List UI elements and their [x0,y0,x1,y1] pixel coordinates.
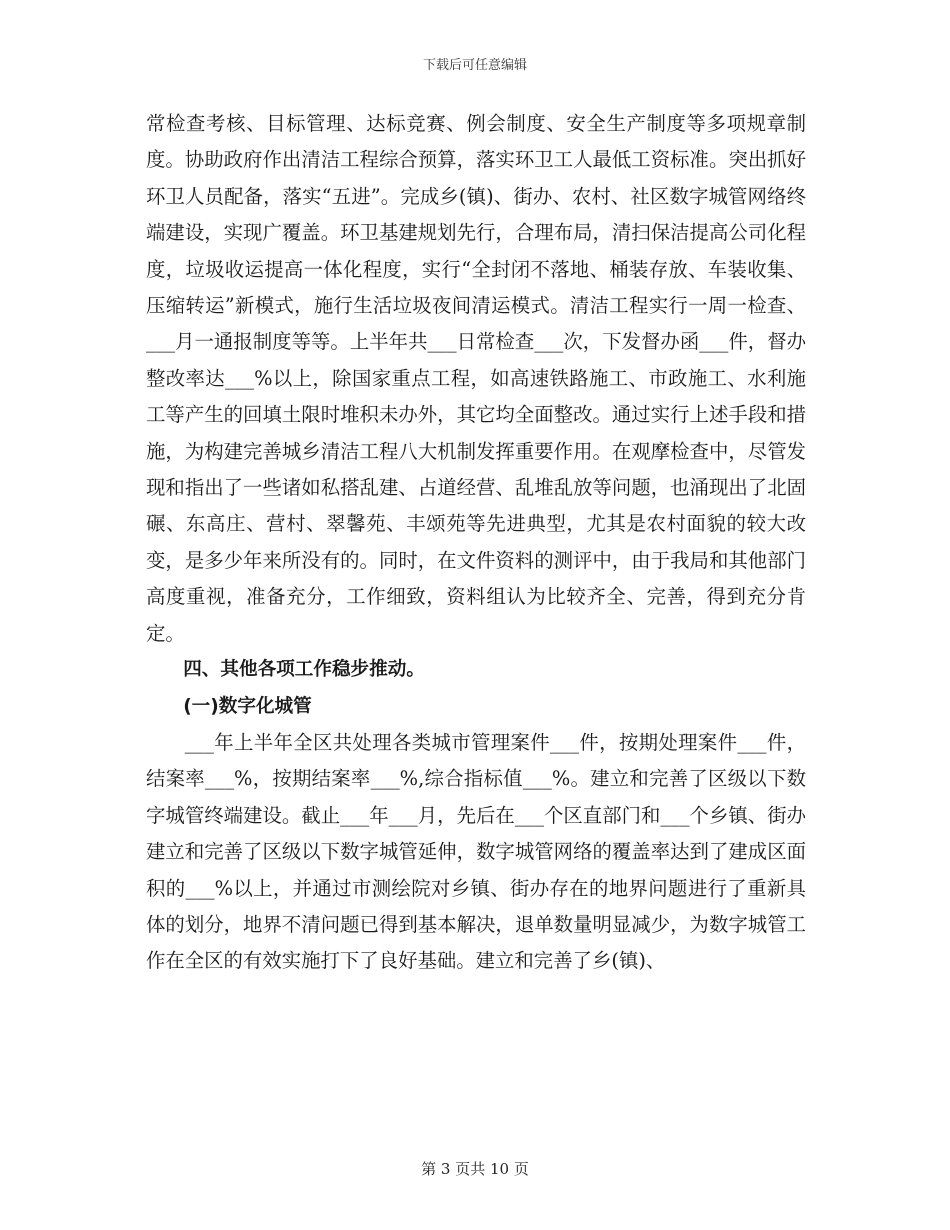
page-number: 第 3 页共 10 页 [421,1160,529,1178]
subsection-heading: (一)数字化城管 [183,695,312,717]
document-body [146,106,806,980]
section-heading: 四、其他各项工作稳步推动。 [183,659,425,681]
page-header: 下载后可任意编辑 [422,58,527,73]
body-paragraph: ___年上半年全区共处理各类城市管理案件___件，按期处理案件___件，结案率___%，按期结案率___%,综合指标值___%。建立和完善了区级以下数字城管终端建设。截止___年___月，先后在___个区直部门和___个乡镇、街办建立和完善了区级以下数字城管延伸，数字城管网络的覆盖率达到了建成区面积的___%以上，并通过市测绘院对乡镇、街办存在的地界问题进行了重新具体的划分，地界不清问题已得到基本解决，退单数量明显减少，为数字城管工作在全区的有效实施打下了良好基础。建立和完善了乡(镇)、 [146,730,806,973]
body-paragraph-continued: 常检查考核、目标管理、达标竞赛、例会制度、安全生产制度等多项规章制度。协助政府作出清洁工程综合预算，落实环卫工人最低工资标准。突出抓好环卫人员配备，落实“五进”。完成乡(镇)、街办、农村、社区数字城管网络终端建设，实现广覆盖。环卫基建规划先行，合理布局，清扫保洁提高公司化程度，垃圾收运提高一体化程度，实行“全封闭不落地、桶装存放、车装收集、压缩转运”新模式，施行生活垃圾夜间清运模式。清洁工程实行一周一检查、___月一通报制度等等。上半年共___日常检查___次，下发督办函___件，督办整改率达___%以上，除国家重点工程，如高速铁路施工、市政施工、水利施工等产生的回填土限时堆积未办外，其它均全面整改。通过实行上述手段和措施，为构建完善城乡清洁工程八大机制发挥重要作用。在观摩检查中，尽管发现和指出了一些诸如私搭乱建、占道经营、乱堆乱放等问题，也涌现出了北固碾、东高庄、营村、翠馨苑、丰颂苑等先进典型，尤其是农村面貌的较大改变，是多少年来所没有的。同时，在文件资料的测评中，由于我局和其他部门高度重视，准备充分，工作细致，资料组认为比较齐全、完善，得到充分肯定。 [146,112,806,645]
